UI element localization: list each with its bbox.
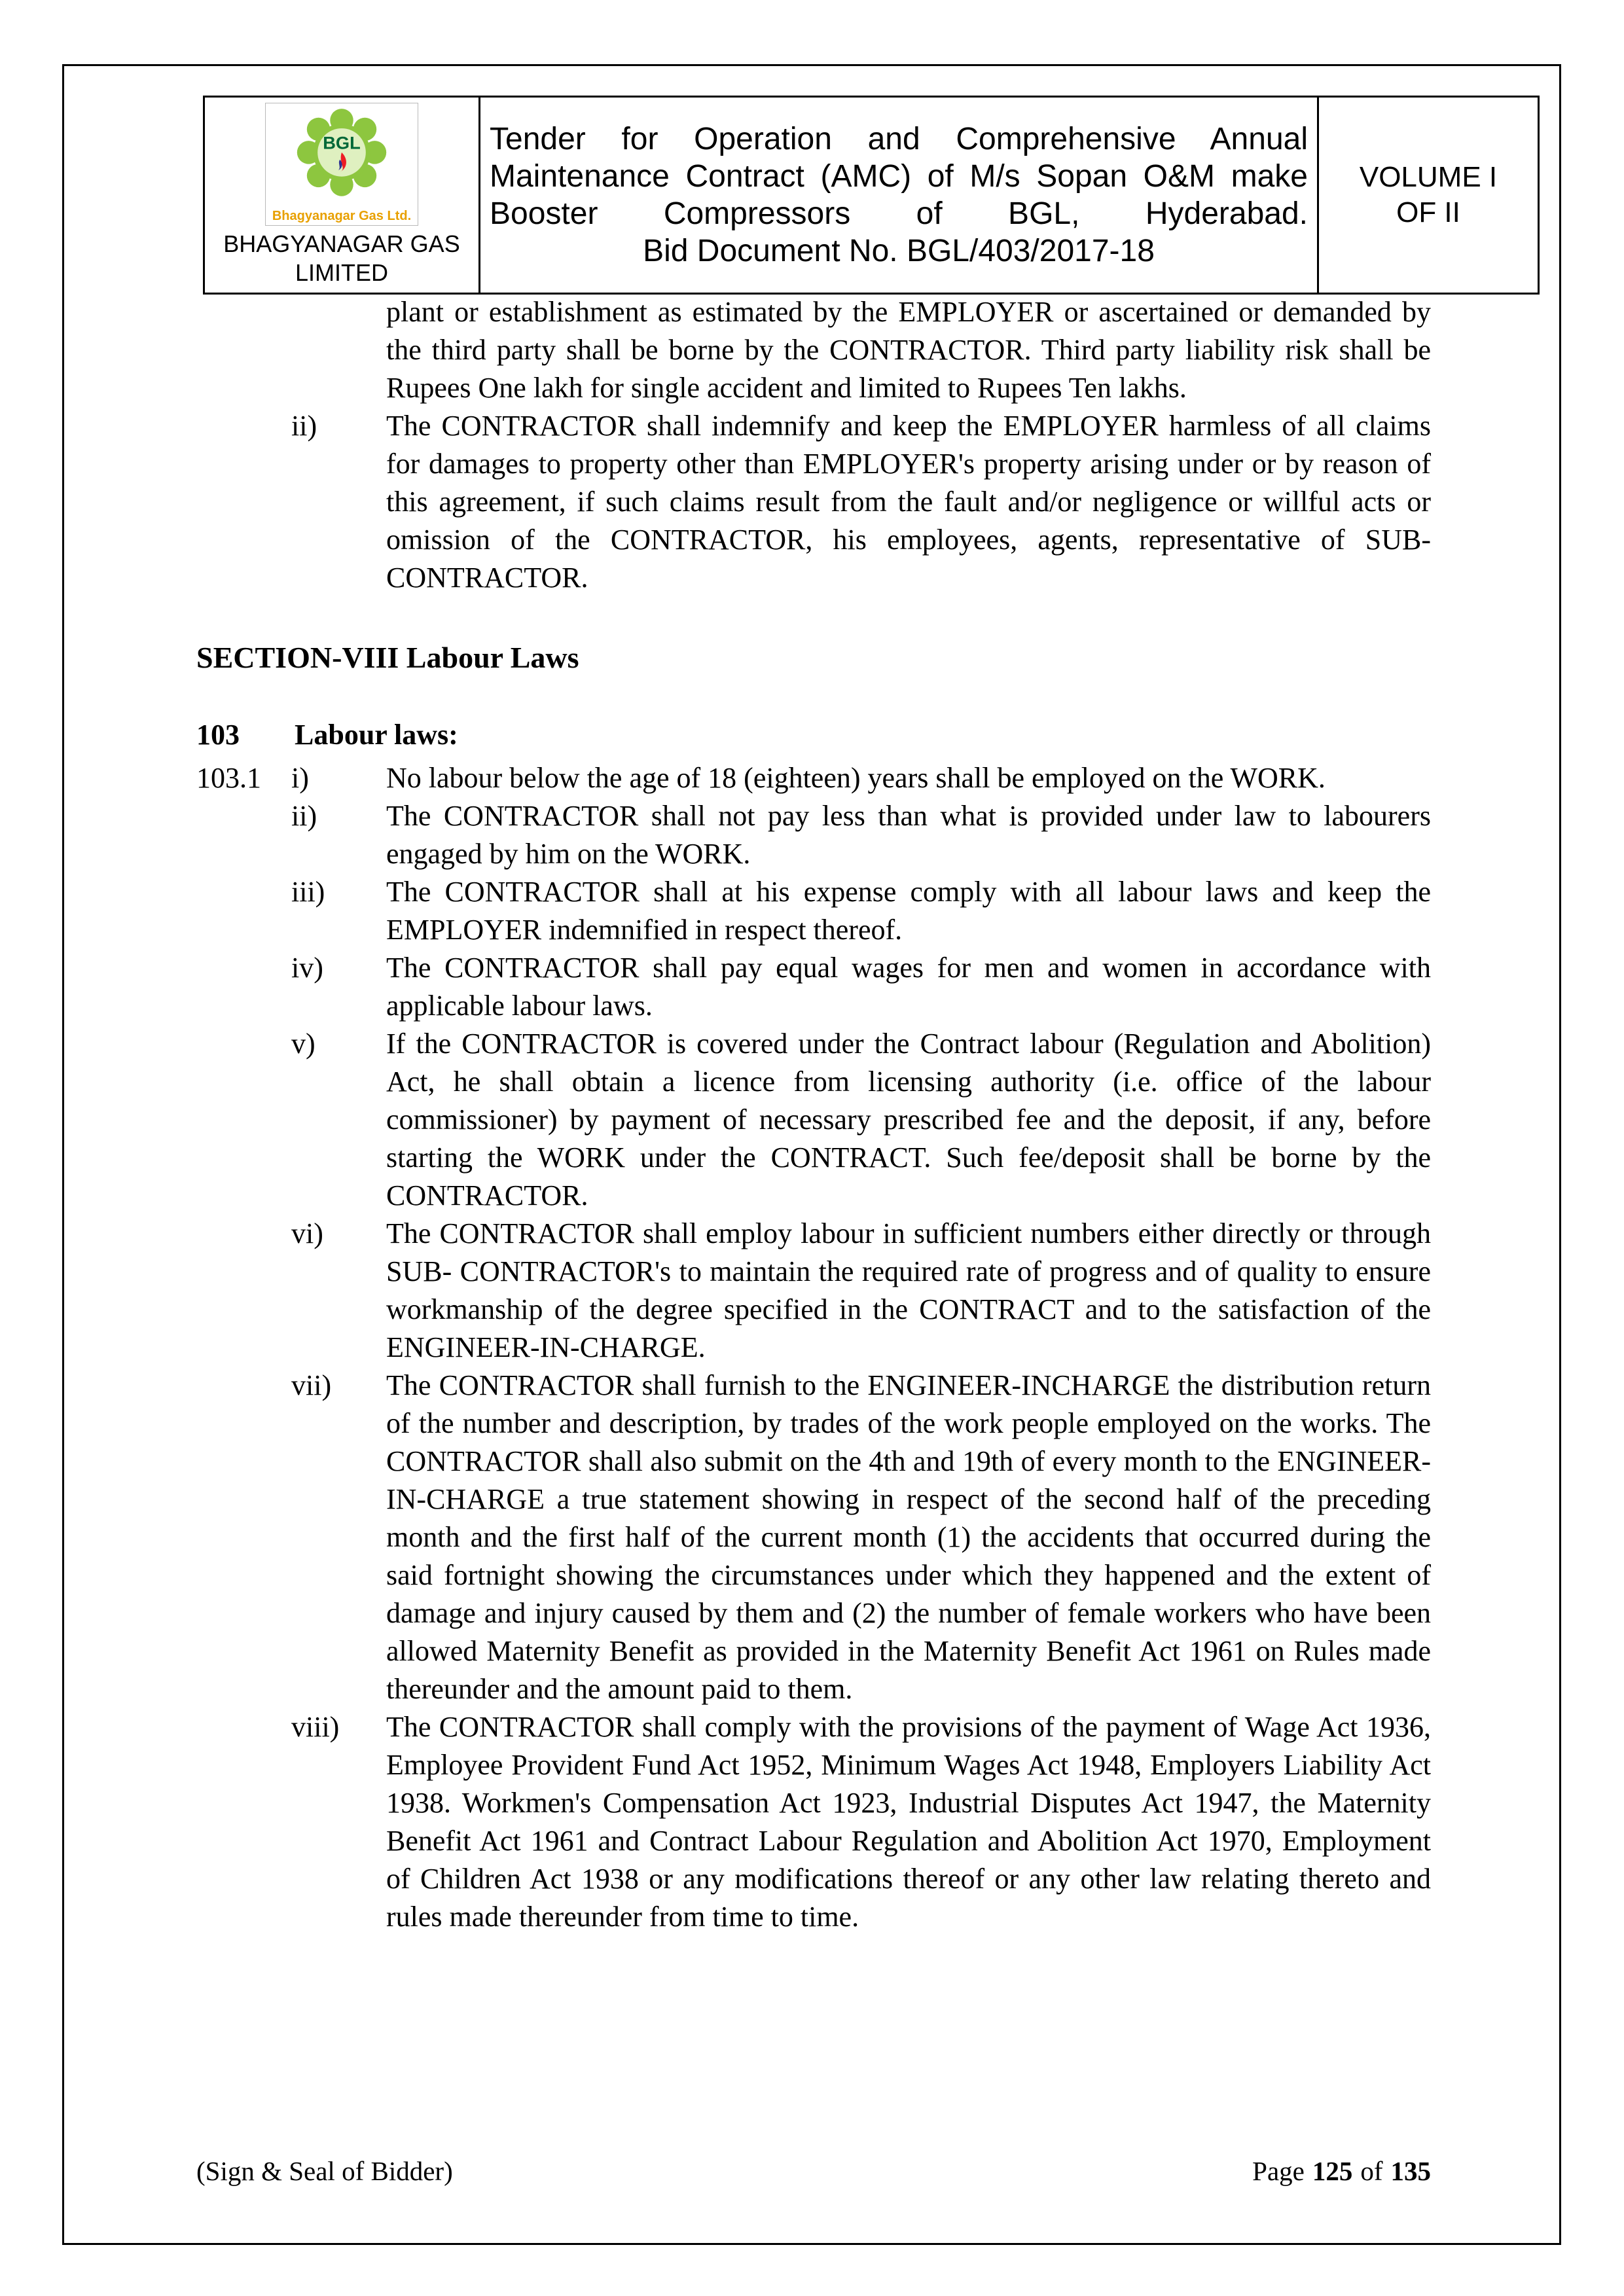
paragraph-continuation: plant or establishment as estimated by the EMPLOYER or ascertained or demanded by the third party shall be borne by the CONTRACTOR. Third party liability risk shall be Rupees One lakh for single accident and limited to Rupees Ten lakhs. — [386, 296, 1431, 404]
sub-clause-number: 103.1 — [196, 762, 261, 794]
labour-item-iii — [196, 873, 1431, 949]
item-marker: ii) — [291, 800, 317, 832]
page-number — [1252, 2155, 1431, 2187]
item-text: The CONTRACTOR shall pay equal wages for men and women in accordance with applicable labour laws. — [386, 952, 1431, 1022]
page-footer — [196, 2155, 1431, 2187]
header-title-cell — [480, 97, 1318, 294]
labour-item-vii — [196, 1367, 1431, 1708]
company-logo — [265, 103, 418, 226]
document-content — [196, 293, 1431, 1936]
of-word: of — [1360, 2156, 1383, 2186]
item-text: The CONTRACTOR shall indemnify and keep the EMPLOYER harmless of all claims for damages to property other than EMPLOYER's property arising under or by reason of this agreement, if such claims result from the fault and/or negligence or willful acts or omission of the CONTRACTOR, his employees, agents, representative of SUB-CONTRACTOR. — [386, 410, 1431, 594]
clause-heading-row — [196, 716, 1431, 754]
clause-title: Labour laws: — [295, 719, 458, 751]
item-text: If the CONTRACTOR is covered under the Contract labour (Regulation and Abolition) Act, he shall obtain a licence from licensing authority (i.e. office of the labour commissioner) by payment of necessary prescribed fee and the deposit, if any, before starting the WORK under the CONTRACT. Such fee/deposit shall be borne by the CONTRACTOR. — [386, 1028, 1431, 1211]
logo-abbrev-text: BGL — [323, 132, 361, 153]
item-text: No labour below the age of 18 (eighteen) years shall be employed on the WORK. — [386, 762, 1326, 794]
header-table — [203, 96, 1540, 295]
item-marker: vii) — [291, 1369, 332, 1401]
page-word: Page — [1252, 2156, 1305, 2186]
item-marker: ii) — [291, 410, 317, 442]
item-text: The CONTRACTOR shall furnish to the ENGINEER-INCHARGE the distribution return of the number and description, by trades of the work people employed on the works. The CONTRACTOR shall also submit on the 4th and 19th of every month to the ENGINEER-IN-CHARGE a true statement showing in respect of the second half of the preceding month and the first half of the current month (1) the accidents that occurred during the said fortnight showing the circumstances under which they happened and the extent of damage and injury caused by them and (2) the number of female workers who have been allowed Maternity Benefit as provided in the Maternity Benefit Act 1961 on Rules made thereunder and the amount paid to them. — [386, 1369, 1431, 1705]
item-text: The CONTRACTOR shall at his expense comply with all labour laws and keep the EMPLOYER indemnified in respect thereof. — [386, 876, 1431, 946]
labour-item-viii — [196, 1708, 1431, 1936]
item-marker: i) — [291, 762, 309, 794]
bgl-logo-icon — [286, 106, 397, 204]
labour-item-i — [196, 759, 1431, 797]
header-logo-cell — [204, 97, 480, 294]
section-heading: SECTION-VIII Labour Laws — [196, 641, 579, 674]
logo-tagline: Bhagyanagar Gas Ltd. — [272, 209, 412, 223]
item-marker: iv) — [291, 952, 323, 984]
item-text: The CONTRACTOR shall comply with the provisions of the payment of Wage Act 1936, Employee Provident Fund Act 1952, Minimum Wages Act 1948, Employers Liability Act 1938. Workmen's Compensation Act 1923, Industrial Disputes Act 1947, the Maternity Benefit Act 1961 and Contract Labour Regulation and Abolition Act 1970, Employment of Children Act 1938 or any modifications thereof or any other law relating thereto and rules made thereunder from time to time. — [386, 1711, 1431, 1933]
header-volume-cell — [1318, 97, 1539, 294]
labour-item-iv — [196, 949, 1431, 1025]
item-marker: v) — [291, 1028, 316, 1060]
labour-item-vi — [196, 1215, 1431, 1367]
page-total: 135 — [1390, 2156, 1431, 2186]
organization-name: BHAGYANAGAR GAS LIMITED — [223, 230, 460, 286]
labour-item-v — [196, 1025, 1431, 1215]
item-marker: vi) — [291, 1217, 323, 1249]
sign-seal-label: (Sign & Seal of Bidder) — [196, 2156, 453, 2186]
page-current: 125 — [1312, 2156, 1353, 2186]
bid-document-number: Bid Document No. BGL/403/2017-18 — [643, 234, 1155, 268]
item-text: The CONTRACTOR shall employ labour in sufficient numbers either directly or through SUB- CONTRACTOR's to maintain the required rate of progress and of quality to ensure workmanship of the degree specified in the CONTRACT and to the satisfaction of the ENGINEER-IN-CHARGE. — [386, 1217, 1431, 1363]
item-text: The CONTRACTOR shall not pay less than what is provided under law to labourers engaged by him on the WORK. — [386, 800, 1431, 870]
tender-title: Tender for Operation and Comprehensive Annual Maintenance Contract (AMC) of M/s Sopan O&M make Booster Compressors of BGL, Hyderabad. — [490, 122, 1308, 231]
volume-label-line1: VOLUME I — [1359, 161, 1498, 193]
volume-label-line2: OF II — [1396, 196, 1460, 228]
item-marker: iii) — [291, 876, 325, 908]
indemnity-item — [196, 407, 1431, 597]
labour-item-ii — [196, 797, 1431, 873]
item-marker: viii) — [291, 1711, 340, 1743]
clause-number: 103 — [196, 719, 240, 751]
